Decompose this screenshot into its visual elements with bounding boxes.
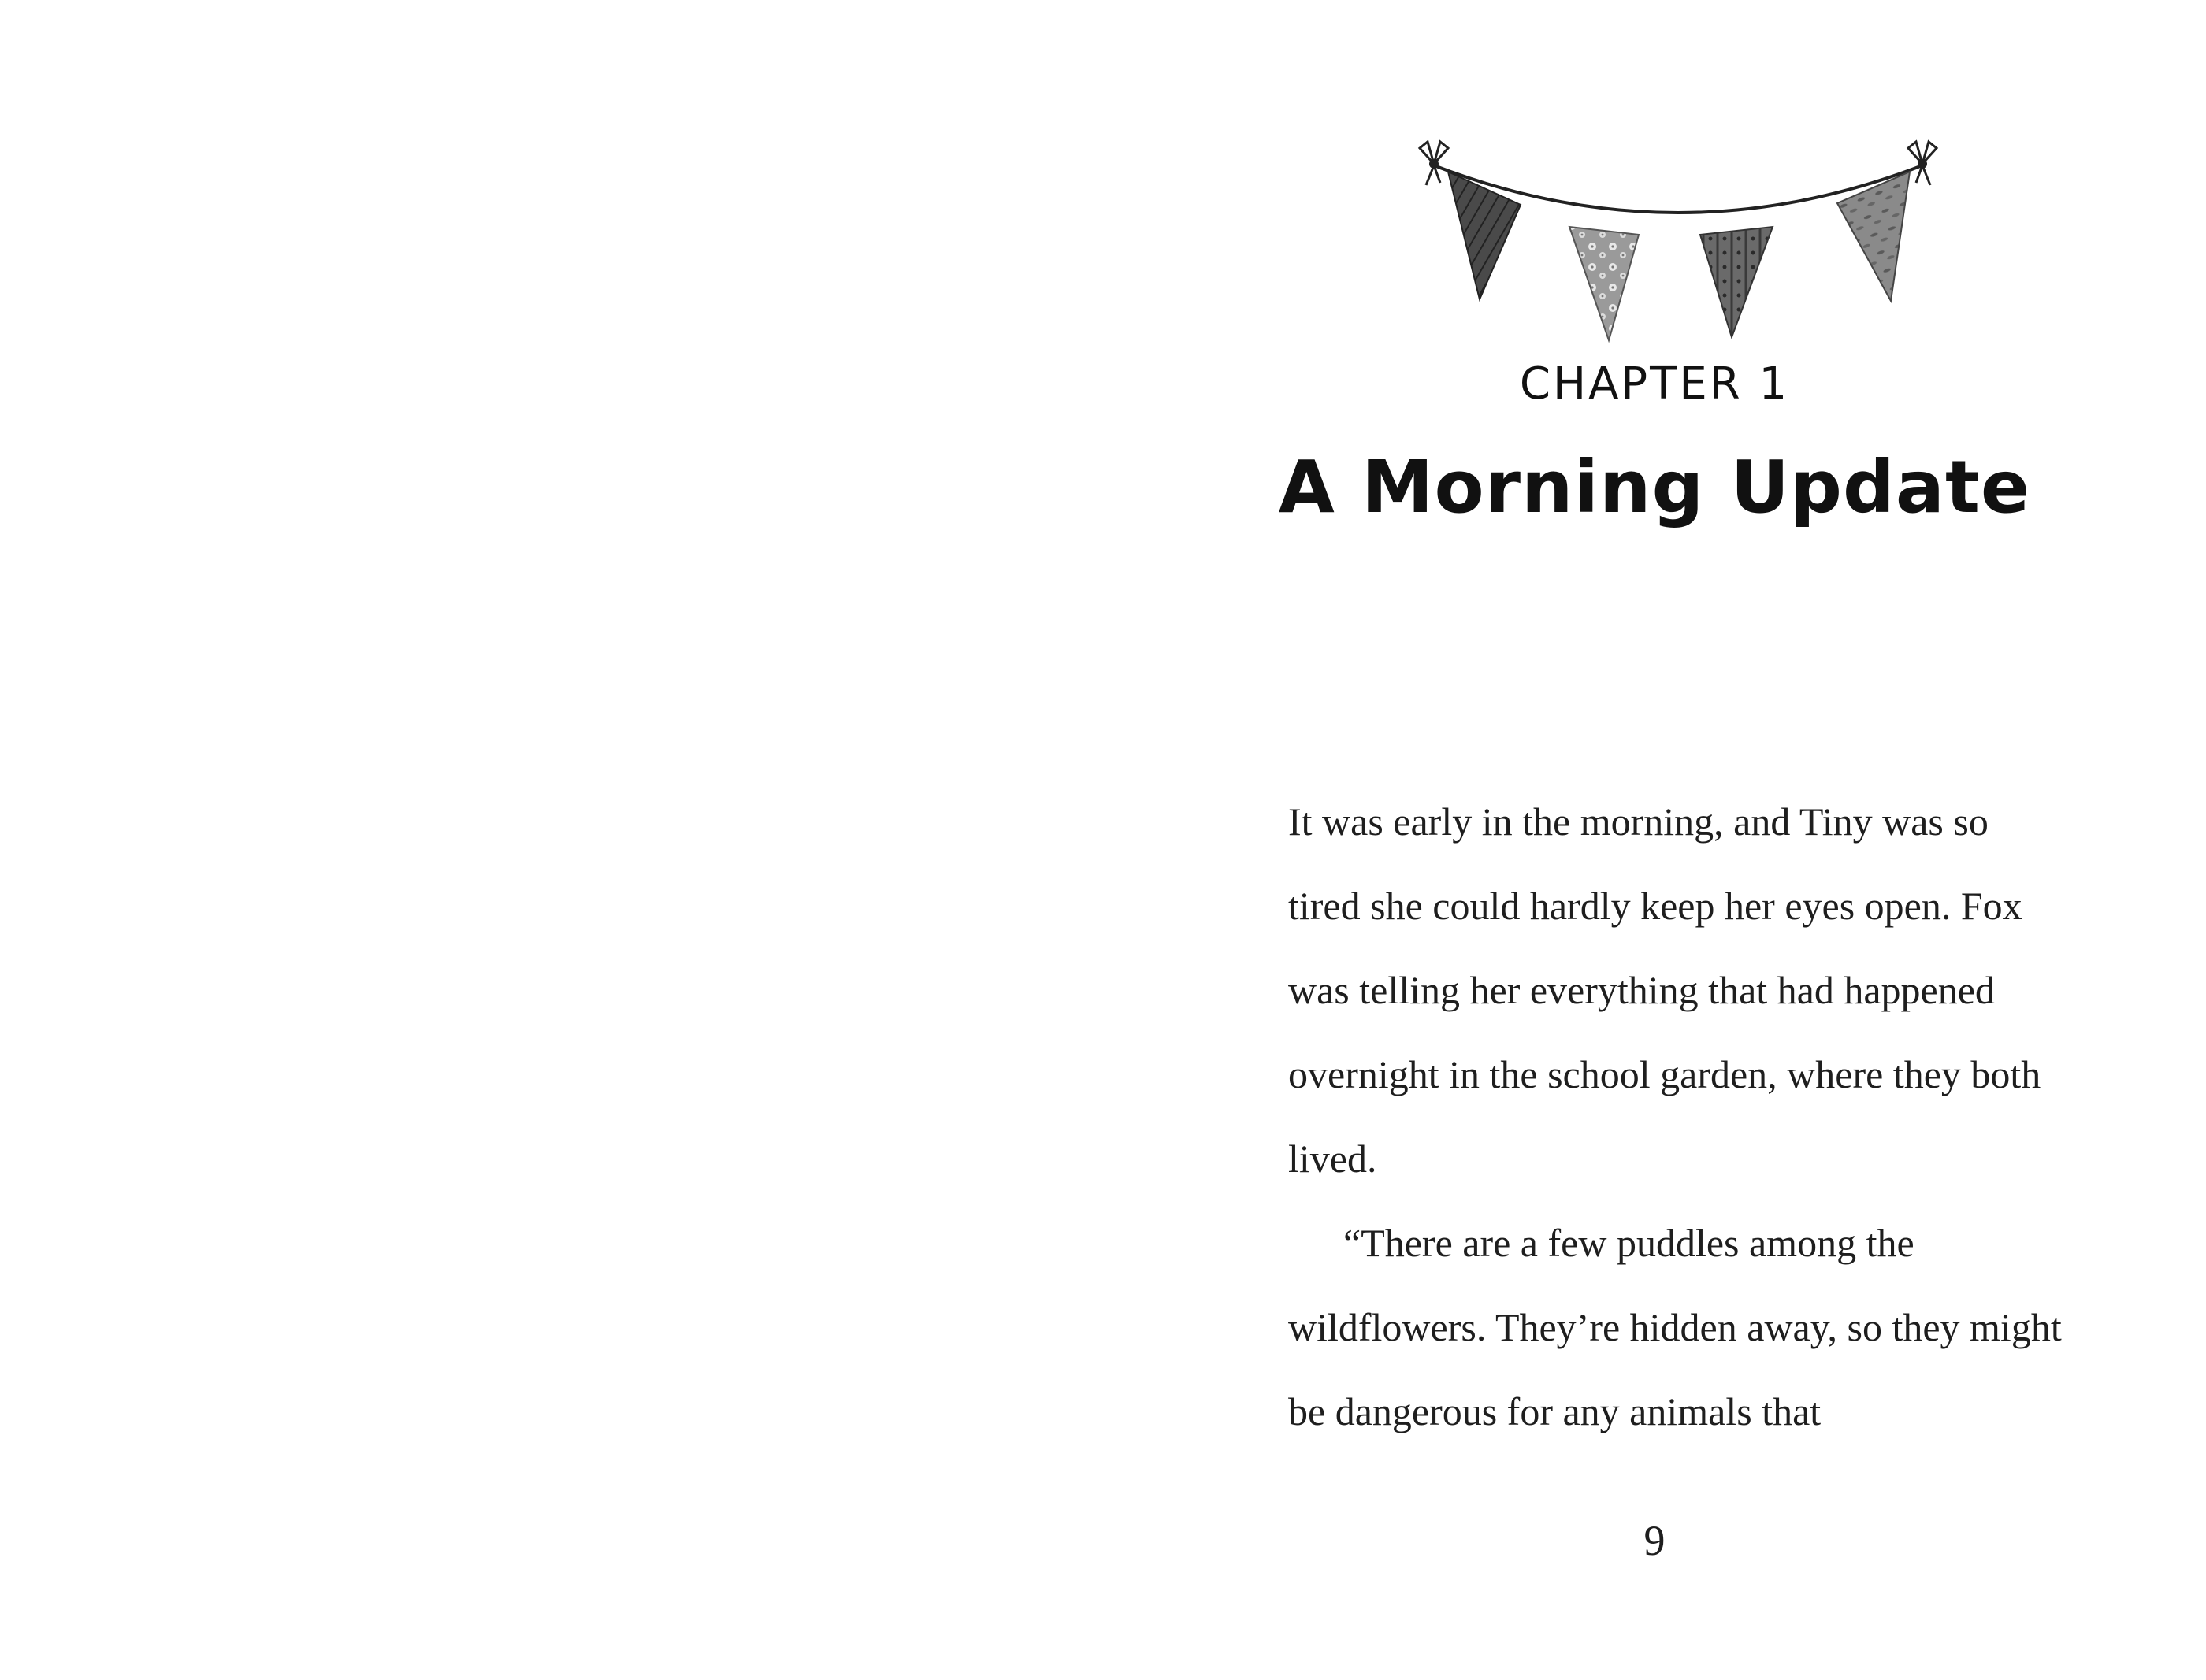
flag-floral: [1569, 227, 1639, 340]
chapter-body: [1288, 780, 2068, 1454]
left-bow-icon: [1420, 142, 1448, 185]
bunting-flags-icon: [1402, 118, 1954, 354]
paragraph: “There are a few puddles among the wildflowers. They’re hidden away, so they might be dangerous for any animals that: [1288, 1221, 2062, 1433]
paragraph: It was early in the morning, and Tiny was so tired she could hardly keep her eyes open. Fox was telling her everything that had happened overnight in the school garden, where they both lived.: [1288, 799, 2041, 1181]
flag-dotted: [1700, 227, 1773, 337]
right-bow-icon: [1908, 142, 1937, 185]
page-number: 9: [1643, 1517, 1666, 1564]
chapter-title: A Morning Update: [1278, 445, 2031, 529]
right-page: [1103, 0, 2206, 1680]
chapter-label: CHAPTER 1: [1519, 358, 1790, 410]
